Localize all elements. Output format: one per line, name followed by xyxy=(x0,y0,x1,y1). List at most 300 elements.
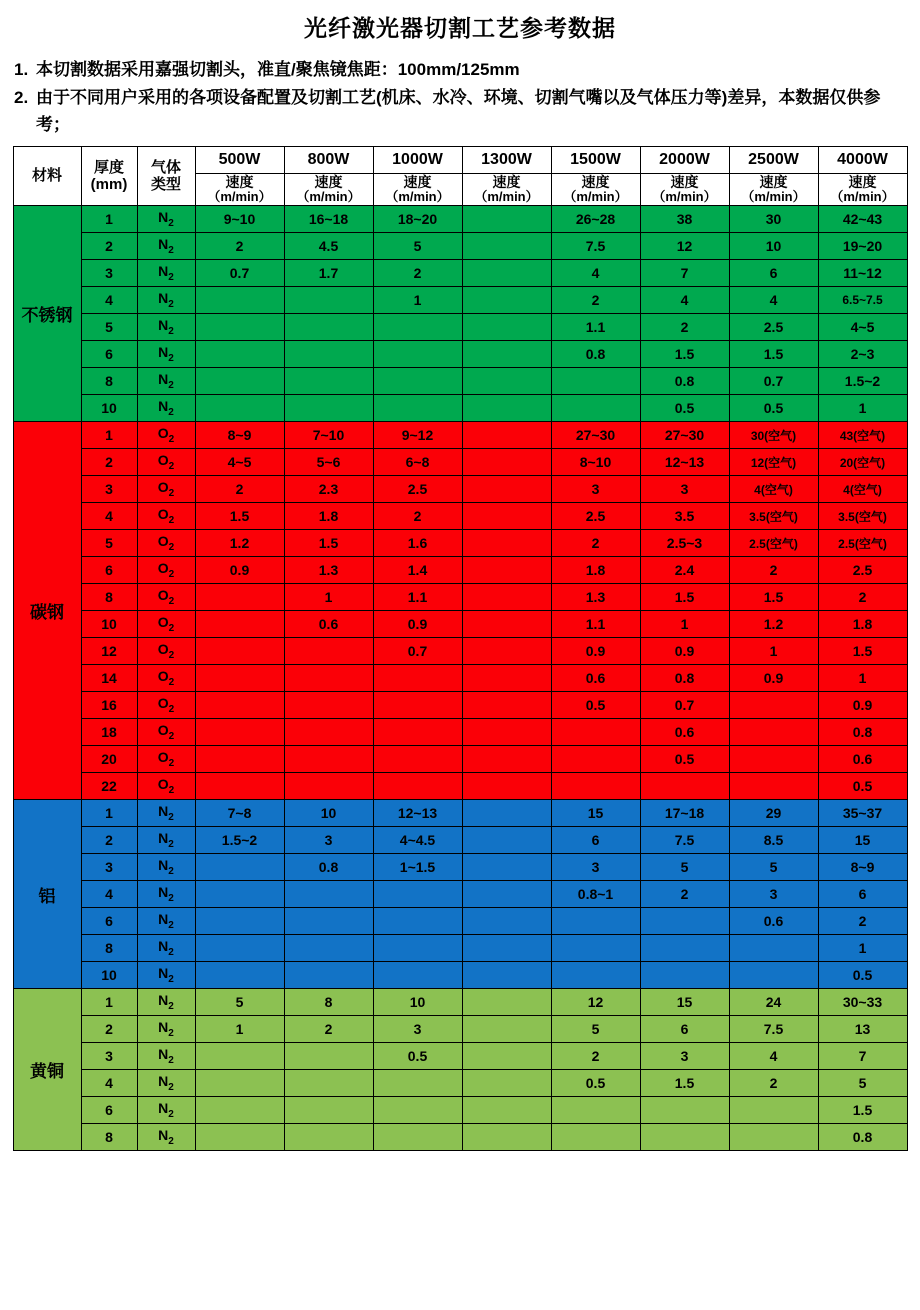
speed-cell-800w xyxy=(284,773,373,800)
speed-cell-1000w xyxy=(373,1097,462,1124)
speed-cell-2000w xyxy=(640,908,729,935)
table-row xyxy=(13,638,907,665)
speed-label: 速度 xyxy=(759,174,788,191)
speed-cell-2000w: 2.5~3 xyxy=(640,530,729,557)
speed-cell-800w xyxy=(284,287,373,314)
gas-type-cell xyxy=(137,773,195,800)
speed-cell-4000w: 42~43 xyxy=(818,206,907,233)
speed-cell-2000w xyxy=(640,962,729,989)
header-speed-1000w xyxy=(373,174,462,206)
speed-cell-2500w: 24 xyxy=(729,989,818,1016)
gas-symbol: O xyxy=(157,560,169,577)
gas-subscript: 2 xyxy=(168,487,175,499)
gas-subscript: 2 xyxy=(168,406,174,418)
speed-cell-2500w xyxy=(729,773,818,800)
gas-symbol: O xyxy=(157,722,169,739)
speed-cell-1000w: 3 xyxy=(373,1016,462,1043)
speed-cell-1000w xyxy=(373,935,462,962)
speed-cell-500w: 0.9 xyxy=(195,557,284,584)
gas-subscript: 2 xyxy=(168,379,174,391)
speed-cell-4000w: 1 xyxy=(818,665,907,692)
speed-cell-800w xyxy=(284,314,373,341)
thickness-cell: 4 xyxy=(81,503,137,530)
speed-cell-2000w: 1.5 xyxy=(640,1070,729,1097)
speed-cell-4000w: 0.5 xyxy=(818,962,907,989)
table-row xyxy=(13,773,907,800)
gas-type-cell xyxy=(137,206,195,233)
speed-cell-1500w: 0.8 xyxy=(551,341,640,368)
gas-subscript: 2 xyxy=(168,541,175,553)
thickness-cell: 5 xyxy=(81,530,137,557)
speed-cell-500w xyxy=(195,773,284,800)
speed-cell-2500w: 2 xyxy=(729,557,818,584)
thickness-cell: 10 xyxy=(81,611,137,638)
header-speed-2000w xyxy=(640,174,729,206)
thickness-cell: 3 xyxy=(81,854,137,881)
speed-cell-4000w: 19~20 xyxy=(818,233,907,260)
speed-cell-800w xyxy=(284,665,373,692)
gas-symbol: N xyxy=(158,884,169,901)
gas-type-cell xyxy=(137,881,195,908)
speed-cell-4000w: 15 xyxy=(818,827,907,854)
speed-cell-2500w: 1.5 xyxy=(729,341,818,368)
speed-cell-4000w: 43(空气) xyxy=(818,422,907,449)
table-row xyxy=(13,476,907,503)
speed-cell-2500w: 12(空气) xyxy=(729,449,818,476)
speed-label: 速度 xyxy=(848,174,877,191)
gas-symbol: O xyxy=(157,452,169,469)
speed-cell-2000w: 1 xyxy=(640,611,729,638)
speed-cell-1500w: 4 xyxy=(551,260,640,287)
speed-cell-1000w: 12~13 xyxy=(373,800,462,827)
header-speed-4000w xyxy=(818,174,907,206)
gas-subscript: 2 xyxy=(168,460,175,472)
speed-cell-500w: 9~10 xyxy=(195,206,284,233)
speed-cell-500w: 2 xyxy=(195,476,284,503)
table-row xyxy=(13,1016,907,1043)
speed-cell-1000w xyxy=(373,665,462,692)
speed-cell-500w xyxy=(195,719,284,746)
gas-type-cell xyxy=(137,422,195,449)
table-row xyxy=(13,1097,907,1124)
speed-cell-4000w: 30~33 xyxy=(818,989,907,1016)
speed-cell-2000w: 4 xyxy=(640,287,729,314)
speed-cell-2000w: 3 xyxy=(640,1043,729,1070)
speed-cell-1500w: 5 xyxy=(551,1016,640,1043)
speed-cell-800w xyxy=(284,962,373,989)
gas-symbol: N xyxy=(158,1073,169,1090)
speed-cell-500w: 0.7 xyxy=(195,260,284,287)
table-row xyxy=(13,395,907,422)
speed-cell-1500w xyxy=(551,395,640,422)
speed-cell-800w xyxy=(284,719,373,746)
speed-cell-4000w: 2 xyxy=(818,908,907,935)
speed-cell-500w: 1 xyxy=(195,1016,284,1043)
speed-cell-500w xyxy=(195,692,284,719)
gas-symbol: O xyxy=(157,749,169,766)
gas-symbol: N xyxy=(158,236,169,253)
speed-cell-1500w: 1.1 xyxy=(551,611,640,638)
speed-cell-1500w xyxy=(551,719,640,746)
speed-cell-500w xyxy=(195,341,284,368)
speed-cell-4000w: 6.5~7.5 xyxy=(818,287,907,314)
header-power-4000w: 4000W xyxy=(818,147,907,174)
gas-symbol: O xyxy=(157,614,169,631)
gas-type-cell xyxy=(137,989,195,1016)
speed-cell-4000w: 4~5 xyxy=(818,314,907,341)
speed-unit: （m/min） xyxy=(741,189,806,205)
speed-unit: （m/min） xyxy=(652,189,717,205)
material-name-cell: 不锈钢 xyxy=(13,206,81,422)
speed-cell-2500w: 0.9 xyxy=(729,665,818,692)
speed-cell-2000w: 7 xyxy=(640,260,729,287)
gas-symbol: N xyxy=(158,1127,169,1144)
speed-cell-1300w xyxy=(462,287,551,314)
speed-cell-2000w: 15 xyxy=(640,989,729,1016)
speed-cell-2500w xyxy=(729,1097,818,1124)
speed-cell-1300w xyxy=(462,584,551,611)
gas-type-cell xyxy=(137,260,195,287)
header-material: 材料 xyxy=(13,147,81,206)
speed-cell-1500w: 0.9 xyxy=(551,638,640,665)
speed-unit: （m/min） xyxy=(296,189,361,205)
speed-cell-800w xyxy=(284,638,373,665)
speed-cell-1000w xyxy=(373,395,462,422)
speed-cell-2500w: 8.5 xyxy=(729,827,818,854)
thickness-cell: 8 xyxy=(81,584,137,611)
note-item xyxy=(14,85,906,138)
speed-cell-1300w xyxy=(462,962,551,989)
speed-cell-1000w: 1 xyxy=(373,287,462,314)
thickness-cell: 20 xyxy=(81,746,137,773)
speed-cell-1300w xyxy=(462,719,551,746)
page-title: 光纤激光器切割工艺参考数据 xyxy=(304,15,616,41)
speed-cell-500w xyxy=(195,1043,284,1070)
table-row xyxy=(13,962,907,989)
speed-cell-4000w: 1.5 xyxy=(818,638,907,665)
thickness-cell: 18 xyxy=(81,719,137,746)
speed-unit: （m/min） xyxy=(563,189,628,205)
gas-type-cell xyxy=(137,1097,195,1124)
speed-cell-1300w xyxy=(462,422,551,449)
gas-symbol: O xyxy=(157,776,169,793)
speed-cell-2500w: 3.5(空气) xyxy=(729,503,818,530)
gas-symbol: N xyxy=(158,290,169,307)
header-speed-500w xyxy=(195,174,284,206)
gas-subscript: 2 xyxy=(168,946,174,958)
speed-cell-1300w xyxy=(462,206,551,233)
speed-cell-2500w: 30(空气) xyxy=(729,422,818,449)
header-power-500w: 500W xyxy=(195,147,284,174)
speed-cell-4000w: 7 xyxy=(818,1043,907,1070)
speed-cell-800w: 16~18 xyxy=(284,206,373,233)
speed-cell-800w xyxy=(284,746,373,773)
speed-cell-1500w xyxy=(551,935,640,962)
speed-cell-2000w: 12~13 xyxy=(640,449,729,476)
gas-subscript: 2 xyxy=(168,703,175,715)
gas-symbol: N xyxy=(158,830,169,847)
gas-type-cell xyxy=(137,1070,195,1097)
header-gas-line2: 类型 xyxy=(150,176,181,194)
material-name-cell: 碳钢 xyxy=(13,422,81,800)
gas-subscript: 2 xyxy=(168,217,174,229)
notes-section xyxy=(0,57,920,138)
gas-symbol: O xyxy=(157,695,169,712)
gas-symbol: O xyxy=(157,506,169,523)
speed-cell-500w xyxy=(195,1097,284,1124)
speed-cell-4000w: 13 xyxy=(818,1016,907,1043)
thickness-cell: 3 xyxy=(81,1043,137,1070)
speed-cell-1300w xyxy=(462,908,551,935)
cutting-parameters-table xyxy=(13,146,908,1151)
speed-cell-4000w: 20(空气) xyxy=(818,449,907,476)
document-page xyxy=(0,10,920,1310)
thickness-cell: 8 xyxy=(81,1124,137,1151)
speed-label: 速度 xyxy=(670,174,699,191)
table-header xyxy=(13,147,907,206)
gas-type-cell xyxy=(137,935,195,962)
speed-cell-1000w xyxy=(373,908,462,935)
table-row xyxy=(13,314,907,341)
speed-cell-1500w: 7.5 xyxy=(551,233,640,260)
speed-cell-500w: 1.5~2 xyxy=(195,827,284,854)
gas-subscript: 2 xyxy=(168,919,174,931)
speed-cell-4000w: 1 xyxy=(818,395,907,422)
speed-cell-2000w: 0.7 xyxy=(640,692,729,719)
gas-symbol: N xyxy=(158,965,169,982)
speed-cell-1000w: 4~4.5 xyxy=(373,827,462,854)
speed-cell-4000w: 1 xyxy=(818,935,907,962)
gas-symbol: N xyxy=(158,263,169,280)
speed-cell-2500w xyxy=(729,1124,818,1151)
gas-subscript: 2 xyxy=(168,1027,174,1039)
speed-cell-800w: 10 xyxy=(284,800,373,827)
speed-cell-1300w xyxy=(462,314,551,341)
speed-cell-4000w: 1.5 xyxy=(818,1097,907,1124)
speed-cell-1500w xyxy=(551,962,640,989)
speed-cell-1500w: 1.3 xyxy=(551,584,640,611)
speed-cell-1500w: 0.5 xyxy=(551,1070,640,1097)
gas-subscript: 2 xyxy=(168,595,175,607)
speed-cell-1000w: 10 xyxy=(373,989,462,1016)
speed-cell-1300w xyxy=(462,476,551,503)
speed-cell-800w xyxy=(284,692,373,719)
thickness-cell: 2 xyxy=(81,1016,137,1043)
note-number: 2. xyxy=(14,88,29,108)
speed-cell-2000w: 2.4 xyxy=(640,557,729,584)
gas-type-cell xyxy=(137,800,195,827)
speed-cell-4000w: 4(空气) xyxy=(818,476,907,503)
table-row xyxy=(13,503,907,530)
speed-cell-2500w: 2.5(空气) xyxy=(729,530,818,557)
thickness-cell: 6 xyxy=(81,557,137,584)
table-row xyxy=(13,584,907,611)
speed-cell-800w xyxy=(284,935,373,962)
table-row xyxy=(13,368,907,395)
gas-subscript: 2 xyxy=(168,433,175,445)
table-row xyxy=(13,827,907,854)
speed-cell-1300w xyxy=(462,692,551,719)
table-row xyxy=(13,1124,907,1151)
speed-cell-2000w: 7.5 xyxy=(640,827,729,854)
speed-cell-1000w: 1.1 xyxy=(373,584,462,611)
speed-cell-1300w xyxy=(462,368,551,395)
speed-cell-1500w: 2 xyxy=(551,1043,640,1070)
thickness-cell: 12 xyxy=(81,638,137,665)
speed-cell-2000w: 0.5 xyxy=(640,395,729,422)
speed-cell-1500w: 0.8~1 xyxy=(551,881,640,908)
speed-cell-1000w xyxy=(373,341,462,368)
speed-cell-1000w xyxy=(373,314,462,341)
speed-cell-1300w xyxy=(462,881,551,908)
speed-cell-2000w: 0.9 xyxy=(640,638,729,665)
speed-cell-500w xyxy=(195,1070,284,1097)
gas-type-cell xyxy=(137,665,195,692)
speed-cell-1000w: 0.5 xyxy=(373,1043,462,1070)
speed-cell-2000w: 3 xyxy=(640,476,729,503)
speed-cell-500w xyxy=(195,962,284,989)
speed-unit: （m/min） xyxy=(385,189,450,205)
table-row xyxy=(13,692,907,719)
speed-cell-500w: 2 xyxy=(195,233,284,260)
gas-subscript: 2 xyxy=(168,1108,174,1120)
gas-subscript: 2 xyxy=(168,325,174,337)
gas-type-cell xyxy=(137,1124,195,1151)
thickness-cell: 10 xyxy=(81,962,137,989)
table-row xyxy=(13,665,907,692)
speed-cell-1300w xyxy=(462,1043,551,1070)
gas-type-cell xyxy=(137,530,195,557)
gas-subscript: 2 xyxy=(168,1081,174,1093)
gas-type-cell xyxy=(137,557,195,584)
speed-cell-500w xyxy=(195,368,284,395)
gas-subscript: 2 xyxy=(168,514,175,526)
header-power-1500w: 1500W xyxy=(551,147,640,174)
speed-cell-500w xyxy=(195,287,284,314)
speed-cell-2500w xyxy=(729,962,818,989)
thickness-cell: 6 xyxy=(81,341,137,368)
speed-cell-2000w xyxy=(640,773,729,800)
speed-cell-4000w: 2~3 xyxy=(818,341,907,368)
gas-subscript: 2 xyxy=(168,298,174,310)
gas-symbol: N xyxy=(158,992,169,1009)
table-row xyxy=(13,287,907,314)
thickness-cell: 1 xyxy=(81,989,137,1016)
gas-type-cell xyxy=(137,746,195,773)
speed-cell-1300w xyxy=(462,800,551,827)
speed-cell-1300w xyxy=(462,773,551,800)
speed-cell-1300w xyxy=(462,854,551,881)
speed-cell-500w xyxy=(195,881,284,908)
header-power-1300w: 1300W xyxy=(462,147,551,174)
speed-cell-1300w xyxy=(462,557,551,584)
gas-subscript: 2 xyxy=(168,730,175,742)
speed-cell-2000w: 12 xyxy=(640,233,729,260)
gas-symbol: N xyxy=(158,398,169,415)
gas-type-cell xyxy=(137,692,195,719)
thickness-cell: 5 xyxy=(81,314,137,341)
gas-subscript: 2 xyxy=(168,973,174,985)
table-row xyxy=(13,746,907,773)
thickness-cell: 2 xyxy=(81,449,137,476)
gas-type-cell xyxy=(137,476,195,503)
speed-cell-2000w xyxy=(640,1124,729,1151)
speed-cell-500w xyxy=(195,746,284,773)
thickness-cell: 10 xyxy=(81,395,137,422)
gas-subscript: 2 xyxy=(168,568,175,580)
header-thickness xyxy=(81,147,137,206)
speed-cell-1500w: 2.5 xyxy=(551,503,640,530)
speed-cell-800w: 2 xyxy=(284,1016,373,1043)
table-row xyxy=(13,260,907,287)
speed-cell-1500w: 2 xyxy=(551,287,640,314)
speed-label: 速度 xyxy=(314,174,343,191)
speed-cell-1500w xyxy=(551,368,640,395)
speed-cell-800w: 1.7 xyxy=(284,260,373,287)
header-gas xyxy=(137,147,195,206)
speed-cell-1300w xyxy=(462,665,551,692)
speed-cell-1300w xyxy=(462,530,551,557)
gas-subscript: 2 xyxy=(168,838,174,850)
speed-cell-2000w: 2 xyxy=(640,881,729,908)
speed-cell-2000w: 1.5 xyxy=(640,341,729,368)
gas-symbol: N xyxy=(158,1100,169,1117)
speed-cell-4000w: 6 xyxy=(818,881,907,908)
speed-cell-2500w: 10 xyxy=(729,233,818,260)
speed-cell-1000w: 2.5 xyxy=(373,476,462,503)
speed-cell-800w xyxy=(284,881,373,908)
speed-cell-1000w: 1~1.5 xyxy=(373,854,462,881)
gas-type-cell xyxy=(137,503,195,530)
speed-cell-1000w xyxy=(373,773,462,800)
speed-cell-800w xyxy=(284,1043,373,1070)
speed-cell-4000w: 0.8 xyxy=(818,1124,907,1151)
speed-label: 速度 xyxy=(225,174,254,191)
speed-cell-1000w xyxy=(373,962,462,989)
gas-subscript: 2 xyxy=(168,244,174,256)
header-speed-800w xyxy=(284,174,373,206)
speed-cell-1500w: 27~30 xyxy=(551,422,640,449)
header-speed-2500w xyxy=(729,174,818,206)
speed-cell-1000w: 2 xyxy=(373,503,462,530)
speed-cell-2000w: 0.5 xyxy=(640,746,729,773)
speed-cell-4000w: 1.5~2 xyxy=(818,368,907,395)
gas-type-cell xyxy=(137,962,195,989)
speed-cell-2500w: 0.6 xyxy=(729,908,818,935)
speed-cell-500w xyxy=(195,611,284,638)
speed-cell-2500w: 29 xyxy=(729,800,818,827)
thickness-cell: 14 xyxy=(81,665,137,692)
speed-cell-1300w xyxy=(462,611,551,638)
speed-cell-2000w: 27~30 xyxy=(640,422,729,449)
table-row xyxy=(13,557,907,584)
speed-cell-2500w: 4 xyxy=(729,287,818,314)
speed-cell-1300w xyxy=(462,449,551,476)
speed-cell-1000w: 0.9 xyxy=(373,611,462,638)
header-row-power xyxy=(13,147,907,174)
table-row xyxy=(13,881,907,908)
speed-cell-500w xyxy=(195,638,284,665)
speed-cell-1500w: 2 xyxy=(551,530,640,557)
speed-cell-1300w xyxy=(462,638,551,665)
gas-symbol: N xyxy=(158,1019,169,1036)
gas-subscript: 2 xyxy=(168,1000,174,1012)
table-row xyxy=(13,530,907,557)
gas-symbol: N xyxy=(158,209,169,226)
thickness-cell: 8 xyxy=(81,935,137,962)
speed-cell-2000w: 6 xyxy=(640,1016,729,1043)
speed-cell-2500w: 5 xyxy=(729,854,818,881)
